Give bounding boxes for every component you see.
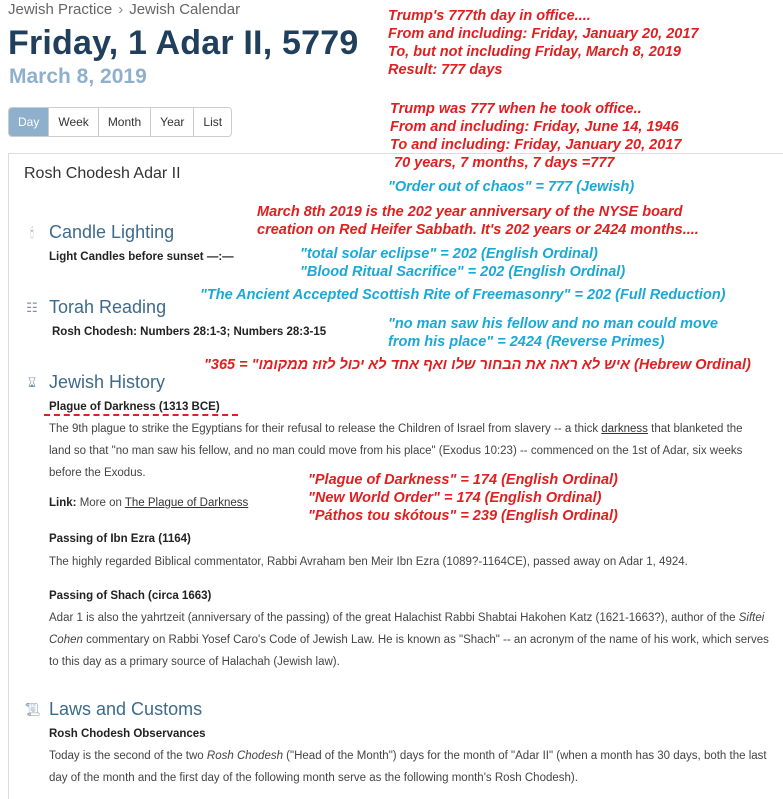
candle-lighting-heading bbox=[24, 222, 174, 243]
annotation-scottish-rite: "The Ancient Accepted Scottish Rite of Freemasonry" = 202 (Full Reduction) bbox=[200, 287, 726, 303]
tab-week[interactable]: Week bbox=[49, 108, 98, 136]
candle-lighting-time: Light Candles before sunset —:— bbox=[49, 251, 234, 263]
annotation-to-march-2019: To, but not including Friday, March 8, 2019 bbox=[388, 44, 681, 60]
view-tabs bbox=[8, 107, 232, 137]
breadcrumb-jewish-calendar[interactable]: Jewish Calendar bbox=[129, 1, 241, 18]
laws-body bbox=[49, 745, 769, 789]
annotation-no-man-saw-2: from his place" = 2424 (Reverse Primes) bbox=[388, 334, 665, 350]
annotation-result-777: Result: 777 days bbox=[388, 62, 503, 78]
annotation-nyse-anniversary: March 8th 2019 is the 202 year anniversary of the NYSE board bbox=[257, 204, 683, 220]
candle-lighting-label: Candle Lighting bbox=[49, 222, 175, 242]
history-item-2-title: Passing of Ibn Ezra (1164) bbox=[49, 533, 191, 545]
red-dashed-underline bbox=[44, 414, 238, 416]
annotation-to-jan-2017: To and including: Friday, January 20, 2017 bbox=[390, 137, 682, 153]
history-item-3-body-b: commentary on Rabbi Yosef Caro's Code of Jewish Law. He is known as "Shach" -- an acronym of the name of his work, which serves to this day as a primary source of Halachah (Jewish law). bbox=[49, 634, 769, 668]
torah-scroll-icon: ☷ bbox=[26, 299, 38, 315]
annotation-trump-age-777: Trump was 777 when he took office.. bbox=[390, 101, 642, 117]
history-item-1-body-b: that blanketed the land so that "no man saw his fellow, and no man could move from his place" (Exodus 10:23) -- commenced on the 1st of Adar, six weeks before the Exodus. bbox=[49, 423, 743, 479]
laws-sub-title: Rosh Chodesh Observances bbox=[49, 728, 206, 740]
jewish-history-heading bbox=[24, 372, 165, 393]
darkness-link[interactable]: darkness bbox=[601, 423, 648, 435]
history-item-3-title: Passing of Shach (circa 1663) bbox=[49, 590, 212, 602]
torah-reading-heading bbox=[24, 297, 166, 318]
annotation-new-world-order: "New World Order" = 174 (English Ordinal) bbox=[308, 490, 602, 506]
tab-year[interactable]: Year bbox=[151, 108, 194, 136]
candle-icon: 🕯︎ bbox=[30, 224, 34, 240]
history-item-1-body-a: The 9th plague to strike the Egyptians for their refusal to release the Children of Israel from slavery -- a thick bbox=[49, 423, 602, 435]
laws-body-b: ("Head of the Month") days for the month of "Adar II" (when a month has 30 days, both the last day of the month and the first day of the following month serve as the following month's Rosh Chodesh). bbox=[49, 750, 767, 784]
page-subtitle: March 8, 2019 bbox=[9, 65, 147, 88]
laws-customs-label: Laws and Customs bbox=[49, 699, 203, 719]
torah-reading-text: Rosh Chodesh: Numbers 28:1-3; Numbers 28:3-15 bbox=[52, 326, 327, 338]
link-label: Link: bbox=[49, 497, 77, 509]
history-link-line bbox=[49, 497, 248, 509]
history-item-3-body bbox=[49, 607, 769, 673]
annotation-70-years: 70 years, 7 months, 7 days =777 bbox=[394, 155, 615, 171]
history-item-2-body: The highly regarded Biblical commentator, Rabbi Avraham ben Meir Ibn Ezra (1089?-1164CE), passed away on Adar 1, 4924. bbox=[49, 556, 688, 568]
scroll-icon: 📜︎ bbox=[24, 701, 41, 717]
hourglass-icon: ⌛︎ bbox=[27, 374, 37, 390]
annotation-total-solar-eclipse: "total solar eclipse" = 202 (English Ordinal) bbox=[300, 246, 598, 262]
history-item-1-title: Plague of Darkness (1313 BCE) bbox=[49, 401, 220, 413]
rosh-chodesh-title: Rosh Chodesh Adar II bbox=[24, 165, 181, 182]
tab-list[interactable]: List bbox=[194, 108, 231, 136]
chevron-right-icon: › bbox=[118, 1, 124, 18]
annotation-red-heifer-sabbath: creation on Red Heifer Sabbath. It's 202 years or 2424 months.... bbox=[257, 222, 699, 238]
annotation-from-june-1946: From and including: Friday, June 14, 1946 bbox=[390, 119, 679, 135]
breadcrumb bbox=[8, 1, 240, 18]
annotation-hebrew-ordinal: "איש לא ראה את הבחור שלו ואף אחד לא יכול לזוז ממקומו" = 365 (Hebrew Ordinal) bbox=[204, 357, 751, 373]
annotation-no-man-saw-1: "no man saw his fellow and no man could move bbox=[388, 316, 718, 332]
tab-month[interactable]: Month bbox=[99, 108, 151, 136]
rosh-chodesh-italic: Rosh Chodesh bbox=[206, 750, 283, 762]
annotation-plague-of-darkness: "Plague of Darkness" = 174 (English Ordinal) bbox=[308, 472, 618, 488]
laws-body-a: Today is the second of the two bbox=[49, 750, 207, 762]
plague-of-darkness-link[interactable]: The Plague of Darkness bbox=[124, 497, 249, 509]
link-prefix: More on bbox=[79, 497, 125, 509]
laws-customs-heading bbox=[24, 699, 202, 720]
torah-reading-label: Torah Reading bbox=[49, 297, 167, 317]
tab-day[interactable]: Day bbox=[9, 108, 49, 136]
annotation-blood-ritual-sacrifice: "Blood Ritual Sacrifice" = 202 (English Ordinal) bbox=[300, 264, 626, 280]
siftei-cohen-text: Siftei Cohen bbox=[49, 612, 765, 646]
breadcrumb-jewish-practice[interactable]: Jewish Practice bbox=[8, 1, 113, 18]
annotation-pathos-tou-skotous: "Páthos tou skótous" = 239 (English Ordinal) bbox=[308, 508, 618, 524]
history-item-3-body-a: Adar 1 is also the yahrtzeit (anniversary of the passing) of the great Halachist Rabbi Shabtai Hakohen Katz (1621-1663?), author of the bbox=[49, 612, 739, 624]
annotation-order-out-of-chaos: "Order out of chaos" = 777 (Jewish) bbox=[388, 179, 635, 195]
annotation-trump-777th-day: Trump's 777th day in office.... bbox=[388, 8, 591, 24]
page-title: Friday, 1 Adar II, 5779 bbox=[8, 24, 359, 62]
jewish-history-label: Jewish History bbox=[49, 372, 166, 392]
annotation-from-jan-2017: From and including: Friday, January 20, 2017 bbox=[388, 26, 699, 42]
